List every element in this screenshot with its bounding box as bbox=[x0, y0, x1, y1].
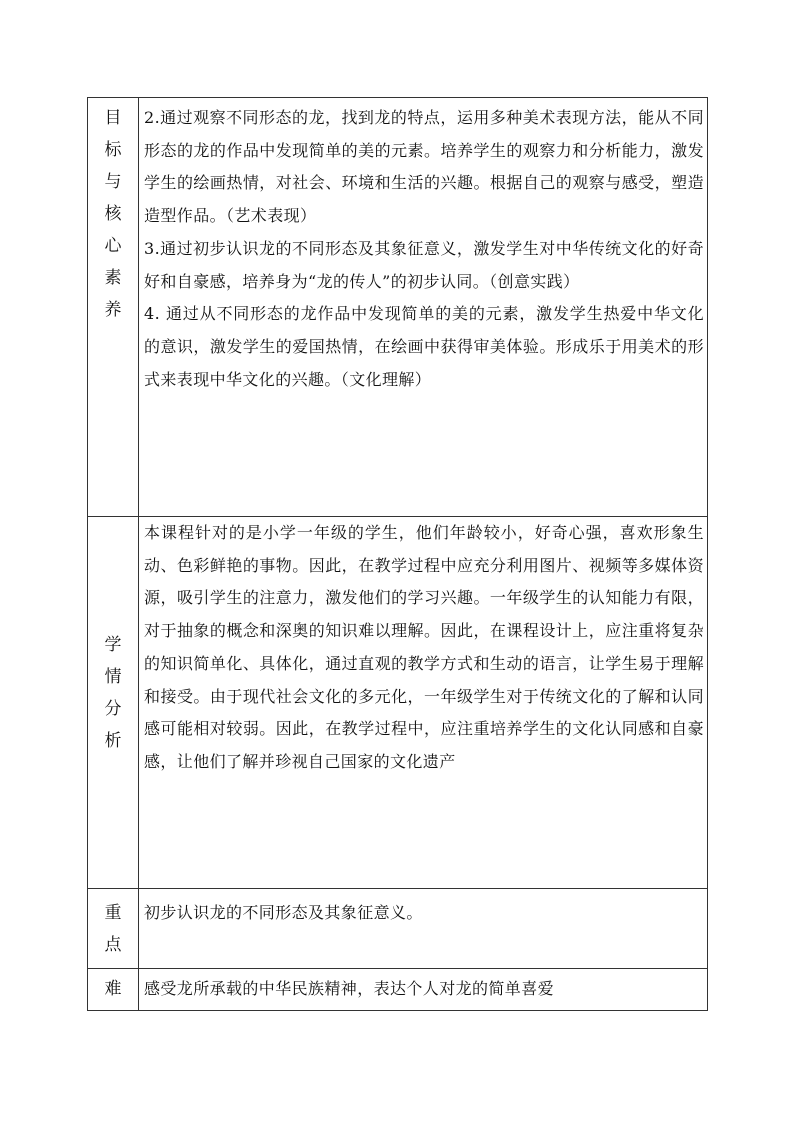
goals-label-char: 目 bbox=[104, 108, 122, 128]
analysis-row bbox=[88, 517, 708, 889]
analysis-label-char: 析 bbox=[104, 731, 122, 751]
difficulty-label-cell bbox=[88, 969, 139, 1011]
key-point-row bbox=[88, 889, 708, 969]
goals-label-char: 标 bbox=[104, 140, 122, 160]
goals-label-cell bbox=[88, 98, 139, 517]
key-point-label-char: 点 bbox=[104, 935, 122, 955]
goals-label-char: 心 bbox=[104, 236, 122, 256]
difficulty-text: 感受龙所承载的中华民族精神，表达个人对龙的简单喜爱 bbox=[144, 979, 555, 998]
lesson-plan-table bbox=[87, 97, 708, 1011]
key-point-label-char: 重 bbox=[104, 903, 122, 923]
analysis-content-cell bbox=[139, 517, 708, 889]
difficulty-label bbox=[88, 969, 138, 1005]
analysis-paragraph: 本课程针对的是小学一年级的学生，他们年龄较小，好奇心强，喜欢形象生动、色彩鲜艳的事物。因此，在教学过程中应充分利用图片、视频等多媒体资源，吸引学生的注意力，激发他们的学习兴趣。一年级学生的认知能力有限，对于抽象的概念和深奥的知识难以理解。因此，在课程设计上，应注重将复杂的知识简单化、具体化，通过直观的教学方式和生动的语言，让学生易于理解和接受。由于现代社会文化的多元化，一年级学生对于传统文化的了解和认同感可能相对较弱。因此，在教学过程中，应注重培养学生的文化认同感和自豪感，让他们了解并珍视自己国家的文化遗产 bbox=[144, 523, 704, 771]
analysis-label-cell bbox=[88, 517, 139, 889]
goals-label-char: 素 bbox=[104, 268, 122, 288]
analysis-label-char: 分 bbox=[104, 699, 122, 719]
analysis-label-char: 情 bbox=[104, 667, 122, 687]
goals-label bbox=[88, 98, 138, 326]
analysis-label bbox=[88, 517, 138, 757]
key-point-label-cell bbox=[88, 889, 139, 969]
difficulty-label-char: 难 bbox=[104, 979, 122, 999]
key-point-label bbox=[88, 889, 138, 961]
goals-label-char: 养 bbox=[104, 300, 122, 320]
goals-label-char: 与 bbox=[104, 172, 122, 192]
difficulty-content-cell bbox=[139, 969, 708, 1011]
key-point-text: 初步认识龙的不同形态及其象征意义。 bbox=[144, 903, 423, 922]
key-point-content-cell bbox=[139, 889, 708, 969]
goal-paragraph-cultural-understanding: 4. 通过从不同形态的龙作品中发现简单的美的元素，激发学生热爱中华文化的意识，激发学生的爱国热情，在绘画中获得审美体验。形成乐于用美术的形式来表现中华文化的兴趣。（文化理解） bbox=[144, 304, 704, 389]
goals-row bbox=[88, 98, 708, 517]
difficulty-row bbox=[88, 969, 708, 1011]
goal-paragraph-art-expression: 2.通过观察不同形态的龙，找到龙的特点，运用多种美术表现方法，能从不同形态的龙的作品中发现简单的美的元素。培养学生的观察力和分析能力，激发学生的绘画热情，对社会、环境和生活的兴趣。根据自己的观察与感受，塑造造型作品。（艺术表现） bbox=[144, 108, 704, 226]
analysis-label-char: 学 bbox=[104, 635, 122, 655]
goal-paragraph-creative-practice: 3.通过初步认识龙的不同形态及其象征意义，激发学生对中华传统文化的好奇好和自豪感，培养身为“龙的传人”的初步认同。（创意实践） bbox=[144, 238, 704, 291]
goals-content-cell bbox=[139, 98, 708, 517]
goals-label-char: 核 bbox=[104, 204, 122, 224]
